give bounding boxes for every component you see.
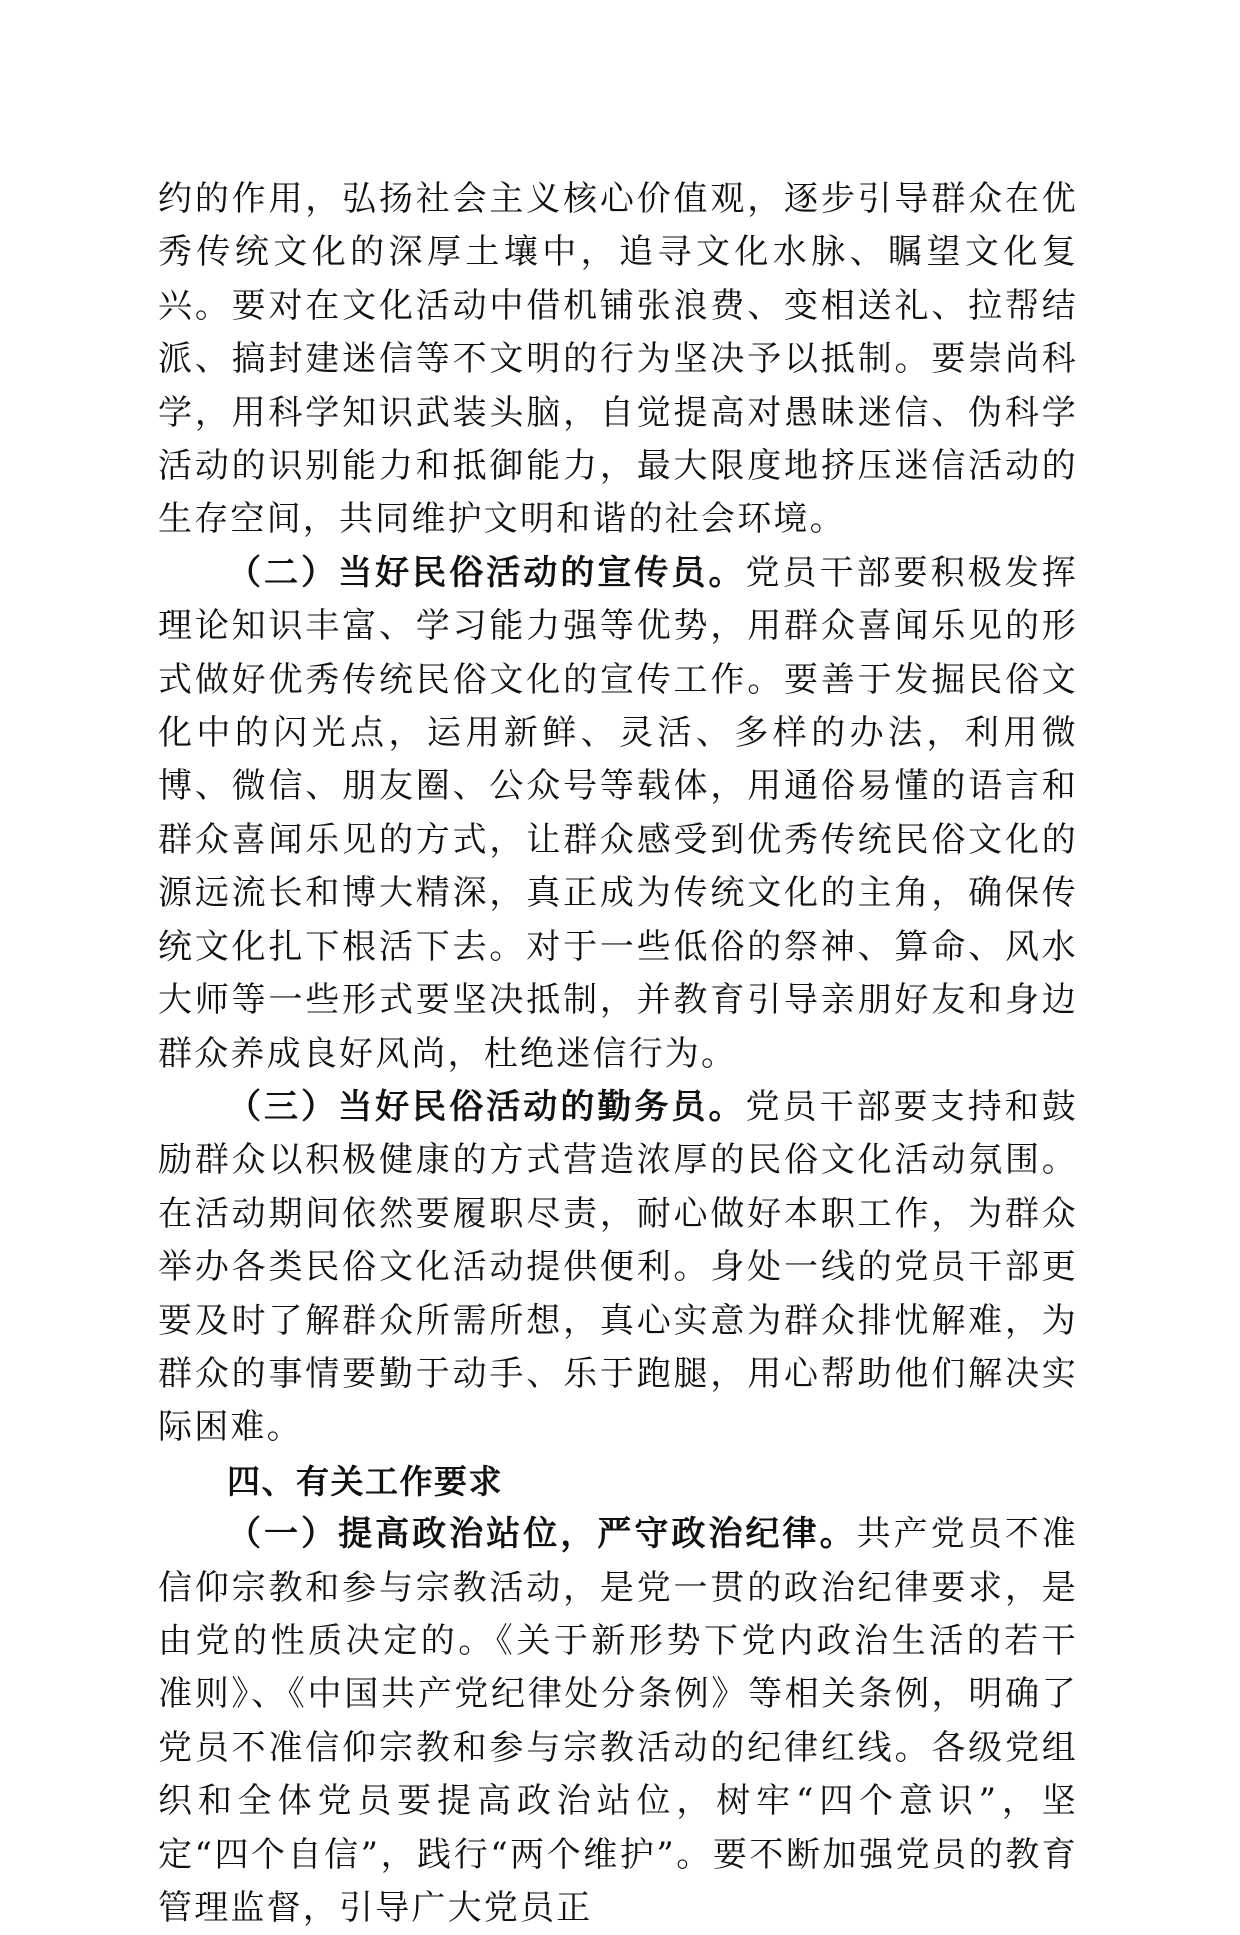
paragraph-text: 党员干部要积极发挥理论知识丰富、学习能力强等优势，用群众喜闻乐见的形式做好优秀传统民俗文化的宣传工作。要善于发掘民俗文化中的闪光点，运用新鲜、灵活、多样的办法，利用微博、微信、朋友圈、公众号等载体，用通俗易懂的语言和群众喜闻乐见的方式，让群众感受到优秀传统民俗文化的源远流长和博大精深，真正成为传统文化的主角，确保传统文化扎下根活下去。对于一些低俗的祭神、算命、风水大师等一些形式要坚决抵制，并教育引导亲朋好友和身边群众养成良好风尚，杜绝迷信行为。 <box>158 552 1078 1074</box>
paragraph-political-discipline <box>158 1508 1078 1935</box>
section-heading: 四、有关工作要求 <box>227 1461 503 1501</box>
paragraph-lead: （二）当好民俗活动的宣传员。 <box>227 552 746 593</box>
paragraph-publicity <box>158 547 1078 1081</box>
paragraph-text: 共产党员不准信仰宗教和参与宗教活动，是党一贯的政治纪律要求，是由党的性质决定的。《关于新形势下党内政治生活的若干准则》、《中国共产党纪律处分条例》等相关条例，明确了党员不准信仰宗教和参与宗教活动的纪律红线。各级党组织和全体党员要提高政治站位，树牢“四个意识”，坚定“四个自信”，践行“两个维护”。要不断加强党员的教育管理监督，引导广大党员正 <box>158 1514 1079 1928</box>
paragraph-continued <box>158 173 1078 547</box>
paragraph-lead: （一）提高政治站位，严守政治纪律。 <box>227 1514 857 1555</box>
paragraph-lead: （三）当好民俗活动的勤务员。 <box>227 1086 746 1127</box>
paragraph-service <box>158 1081 1078 1455</box>
paragraph-text: 党员干部要支持和鼓励群众以积极健康的方式营造浓厚的民俗文化活动氛围。在活动期间依然要履职尽责，耐心做好本职工作，为群众举办各类民俗文化活动提供便利。身处一线的党员干部更要及时了解群众所需所想，真心实意为群众排忧解难，为群众的事情要勤于动手、乐于跑腿，用心帮助他们解决实际困难。 <box>158 1086 1078 1448</box>
document-body <box>158 173 1078 1935</box>
paragraph-text: 约的作用，弘扬社会主义核心价值观，逐步引导群众在优秀传统文化的深厚土壤中，追寻文化水脉、瞩望文化复兴。要对在文化活动中借机铺张浪费、变相送礼、拉帮结派、搞封建迷信等不文明的行为坚决予以抵制。要崇尚科学，用科学知识武装头脑，自觉提高对愚昧迷信、伪科学活动的识别能力和抵御能力，最大限度地挤压迷信活动的生存空间，共同维护文明和谐的社会环境。 <box>158 179 1078 540</box>
